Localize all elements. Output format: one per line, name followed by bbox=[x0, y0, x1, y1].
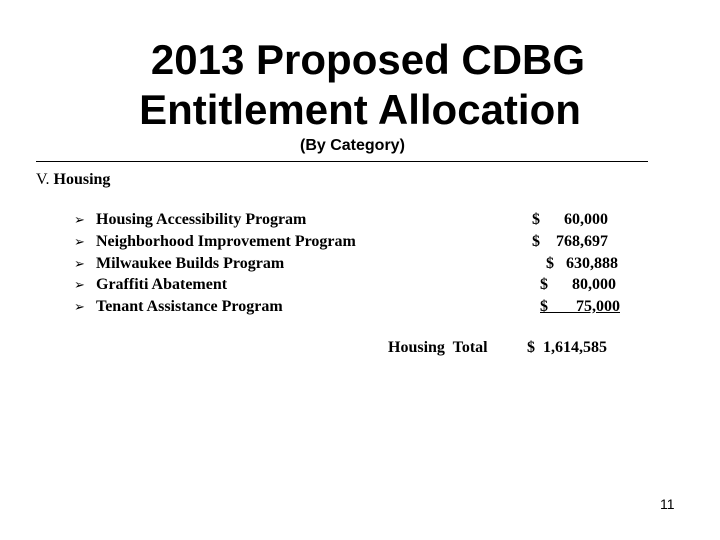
title-line-2: Entitlement Allocation bbox=[139, 86, 581, 133]
item-amount: $ 768,697 bbox=[532, 233, 608, 250]
item-label: Neighborhood Improvement Program bbox=[96, 233, 356, 250]
total-label: Housing Total bbox=[388, 339, 488, 356]
section-number: V. bbox=[36, 171, 50, 188]
item-label: Milwaukee Builds Program bbox=[96, 255, 285, 272]
bullet-arrow-icon: ➢ bbox=[74, 235, 85, 250]
title-line-1: 2013 Proposed CDBG bbox=[150, 36, 586, 83]
item-amount: $ 60,000 bbox=[532, 211, 608, 228]
item-amount-last: $ 75,000 bbox=[540, 298, 620, 315]
bullet-arrow-icon: ➢ bbox=[74, 278, 85, 293]
item-label: Housing Accessibility Program bbox=[96, 211, 307, 228]
item-amount: $ 630,888 bbox=[546, 255, 618, 272]
page-number: 11 bbox=[660, 496, 675, 512]
subtitle: (By Category) bbox=[300, 137, 405, 154]
bullet-arrow-icon: ➢ bbox=[74, 300, 85, 315]
item-label: Graffiti Abatement bbox=[96, 276, 228, 293]
item-amount: $ 80,000 bbox=[540, 276, 616, 293]
section-heading bbox=[36, 171, 110, 189]
section-name: Housing bbox=[53, 171, 111, 188]
total-amount: $ 1,614,585 bbox=[527, 339, 607, 356]
divider-line bbox=[36, 161, 648, 162]
bullet-arrow-icon: ➢ bbox=[74, 213, 85, 228]
bullet-arrow-icon: ➢ bbox=[74, 257, 85, 272]
item-label: Tenant Assistance Program bbox=[96, 298, 283, 315]
